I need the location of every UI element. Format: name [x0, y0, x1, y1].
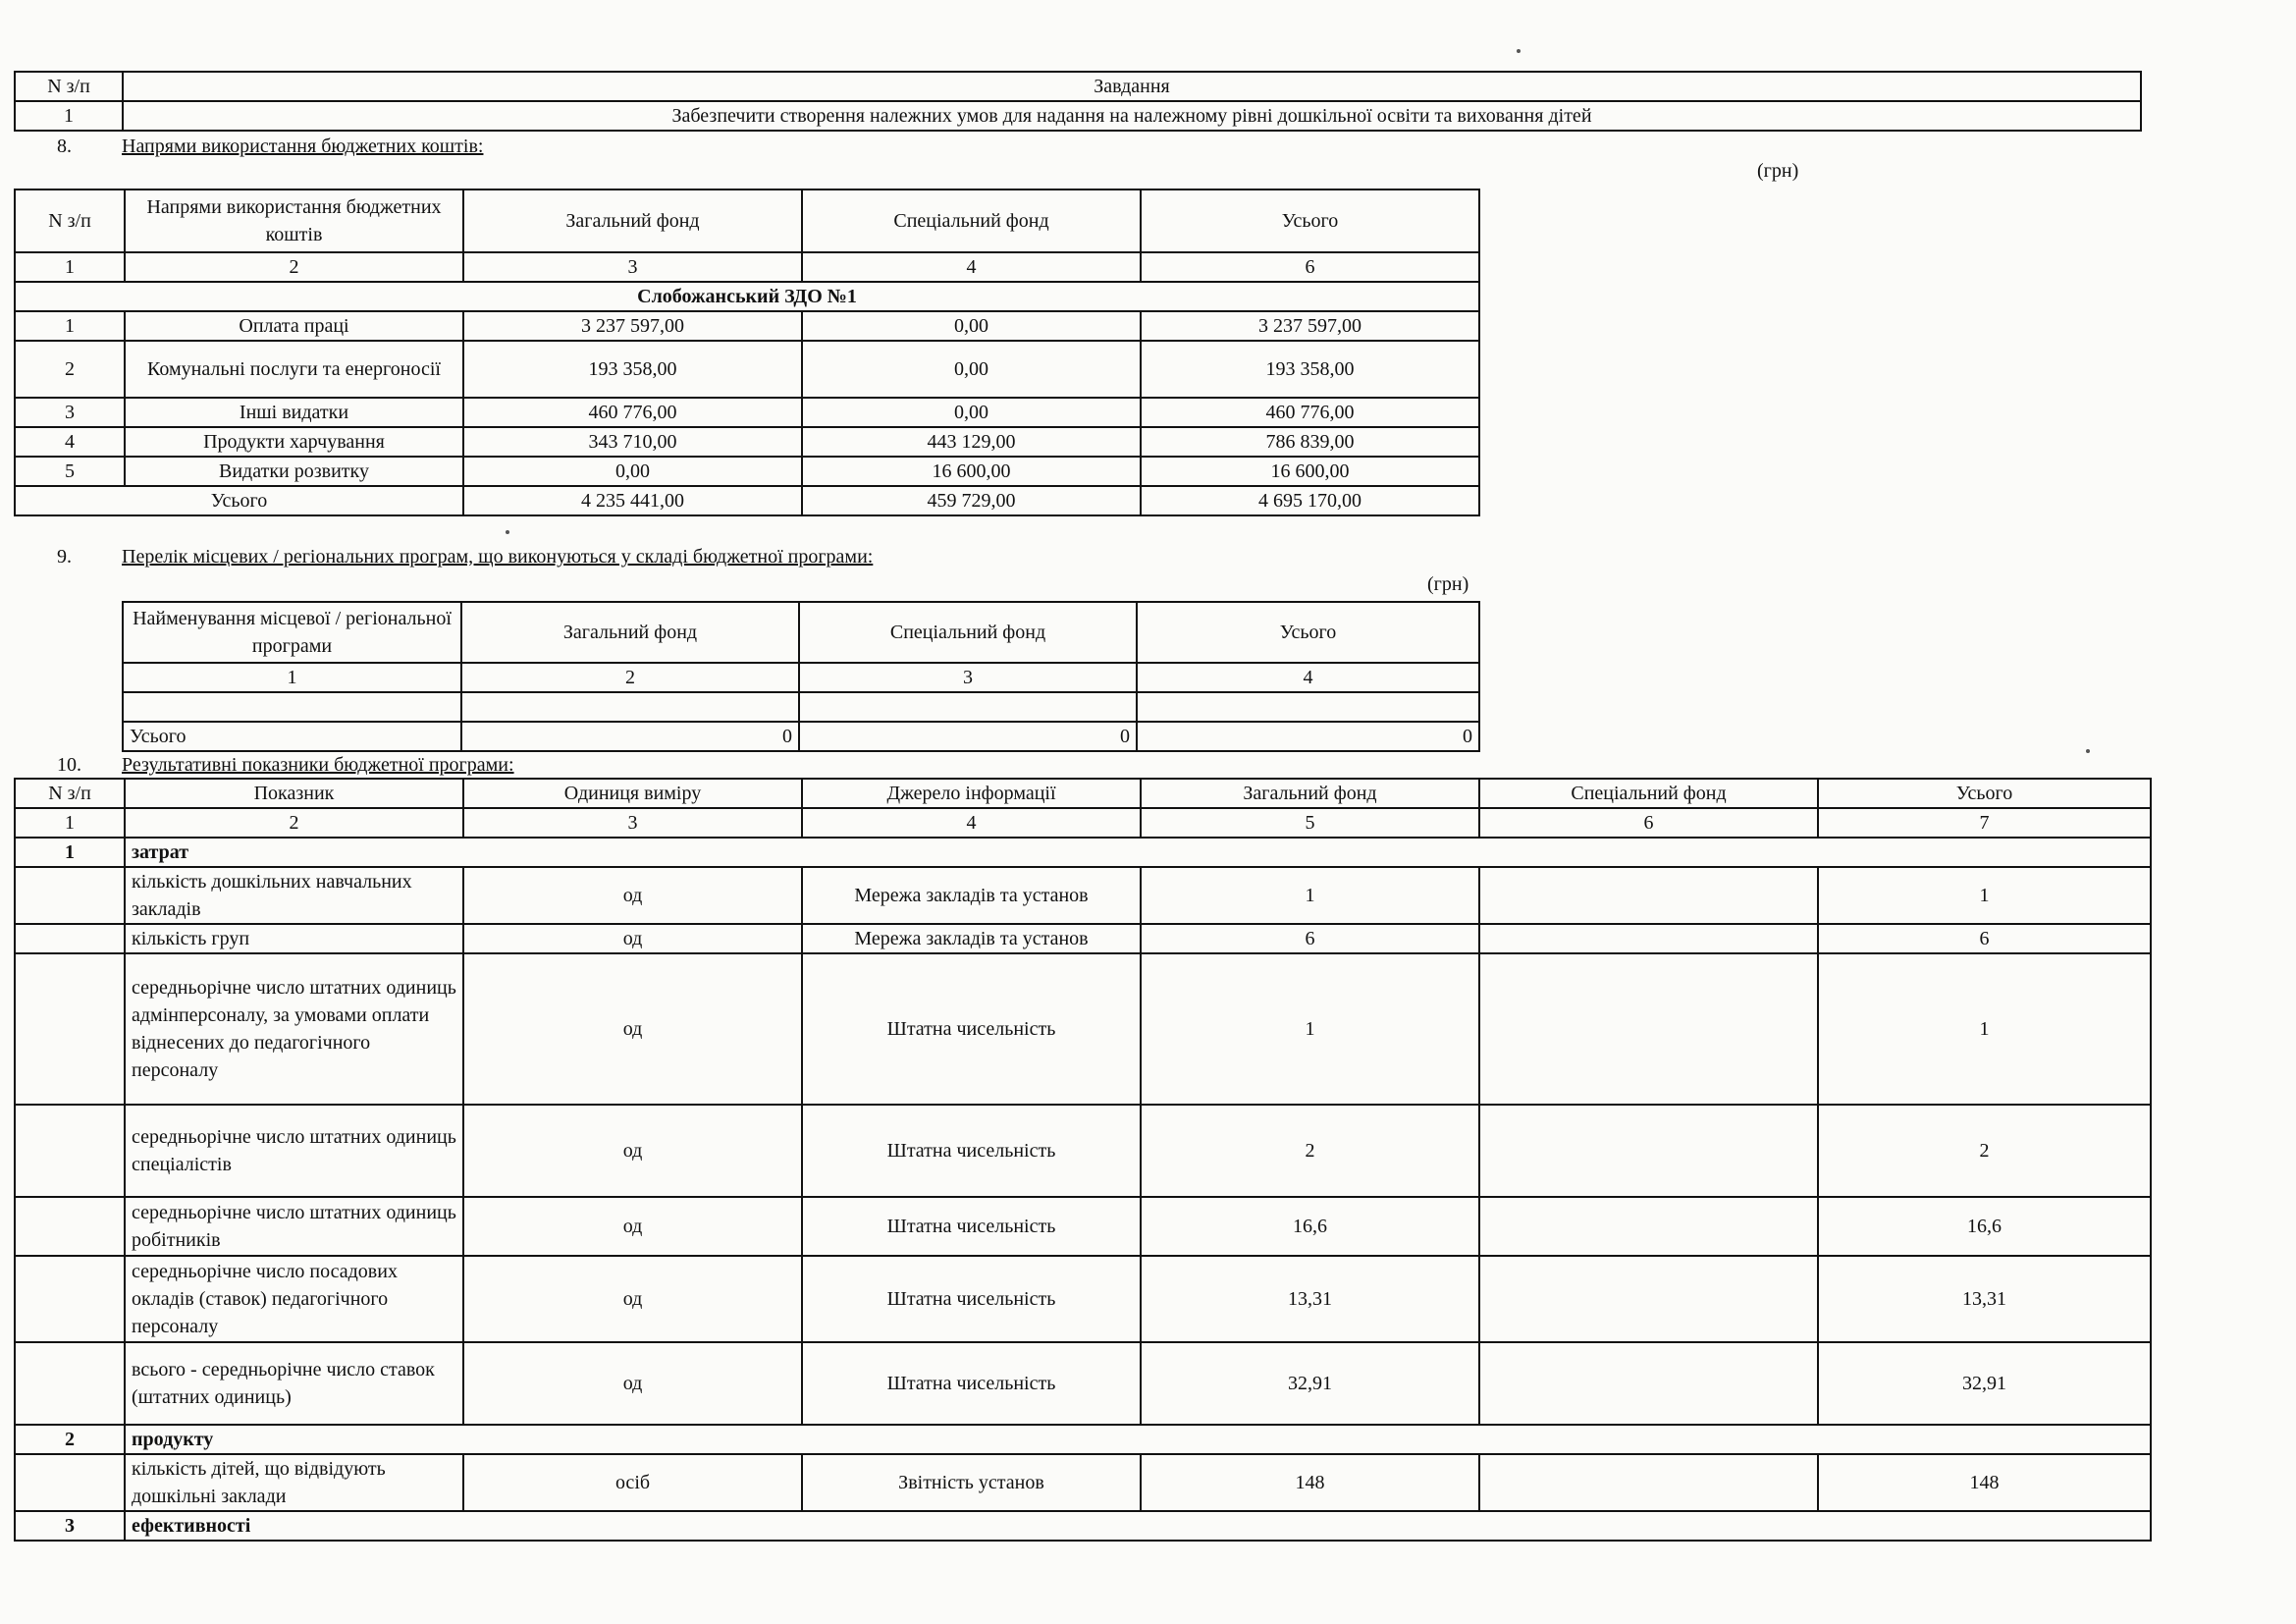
- section-10-heading: 10. Результативні показники бюджетної програми:: [57, 754, 514, 776]
- table-cell: 443 129,00: [802, 427, 1141, 457]
- table-cell: 16 600,00: [802, 457, 1141, 486]
- task-header-num: N з/п: [15, 72, 123, 101]
- indicator-total: 6: [1818, 924, 2151, 953]
- section-9-unit: (грн): [1427, 573, 1469, 595]
- institution-group: Слобожанський ЗДО №1: [15, 282, 1479, 311]
- indicator-name: всього - середньорічне число ставок (штатних одиниць): [125, 1342, 463, 1425]
- indicator-special: [1479, 1256, 1818, 1342]
- col-header: N з/п: [15, 779, 125, 808]
- table-cell: 0,00: [802, 311, 1141, 341]
- col-number: 1: [15, 808, 125, 838]
- group-label: ефективності: [125, 1511, 2151, 1541]
- table-cell: 460 776,00: [1141, 398, 1479, 427]
- indicator-total: 2: [1818, 1105, 2151, 1197]
- scan-speck: [2086, 749, 2090, 753]
- indicator-source: Мережа закладів та установ: [802, 867, 1141, 924]
- indicator-source: Звітність установ: [802, 1454, 1141, 1511]
- col-header: Напрями використання бюджетних коштів: [125, 189, 463, 252]
- table-cell: 3: [15, 398, 125, 427]
- task-row-num: 1: [15, 101, 123, 131]
- empty-cell: [15, 867, 125, 924]
- group-number: 2: [15, 1425, 125, 1454]
- indicator-name: середньорічне число штатних одиниць спеціалістів: [125, 1105, 463, 1197]
- table-cell: Оплата праці: [125, 311, 463, 341]
- task-header-title: Завдання: [123, 72, 2141, 101]
- table-cell: 460 776,00: [463, 398, 802, 427]
- group-number: 1: [15, 838, 125, 867]
- table-cell: Інші видатки: [125, 398, 463, 427]
- indicator-source: Мережа закладів та установ: [802, 924, 1141, 953]
- col-header: Спеціальний фонд: [799, 602, 1137, 663]
- empty-cell: [15, 1256, 125, 1342]
- col-number: 2: [461, 663, 799, 692]
- empty-cell: [15, 924, 125, 953]
- indicator-source: Штатна чисельність: [802, 1105, 1141, 1197]
- table-cell: 193 358,00: [463, 341, 802, 398]
- indicator-unit: од: [463, 1256, 802, 1342]
- table-cell: 2: [15, 341, 125, 398]
- total-cell: 4 695 170,00: [1141, 486, 1479, 515]
- col-number: 7: [1818, 808, 2151, 838]
- col-header: N з/п: [15, 189, 125, 252]
- indicator-name: середньорічне число штатних одиниць робітників: [125, 1197, 463, 1256]
- indicator-unit: осіб: [463, 1454, 802, 1511]
- section-8-unit: (грн): [1757, 160, 1799, 182]
- indicator-unit: од: [463, 924, 802, 953]
- empty-cell: [15, 1342, 125, 1425]
- table-cell: 3 237 597,00: [463, 311, 802, 341]
- col-header: Показник: [125, 779, 463, 808]
- total-label: Усього: [15, 486, 463, 515]
- col-number: 4: [1137, 663, 1479, 692]
- col-header: Загальний фонд: [461, 602, 799, 663]
- indicator-total: 1: [1818, 867, 2151, 924]
- indicator-general: 32,91: [1141, 1342, 1479, 1425]
- table-cell: 0,00: [463, 457, 802, 486]
- indicator-name: середньорічне число посадових окладів (ставок) педагогічного персоналу: [125, 1256, 463, 1342]
- empty-cell: [799, 692, 1137, 722]
- col-header: Спеціальний фонд: [802, 189, 1141, 252]
- table-cell: Продукти харчування: [125, 427, 463, 457]
- total-cell: 0: [461, 722, 799, 751]
- budget-directions-table: [14, 189, 1480, 516]
- total-cell: 0: [1137, 722, 1479, 751]
- indicator-special: [1479, 1105, 1818, 1197]
- empty-cell: [123, 692, 461, 722]
- col-header: Одиниця виміру: [463, 779, 802, 808]
- table-cell: 3 237 597,00: [1141, 311, 1479, 341]
- col-number: 6: [1141, 252, 1479, 282]
- indicator-name: кількість дітей, що відвідують дошкільні заклади: [125, 1454, 463, 1511]
- task-row-text: Забезпечити створення належних умов для надання на належному рівні дошкільної освіти та виховання дітей: [123, 101, 2141, 131]
- col-header: Найменування місцевої / регіональної програми: [123, 602, 461, 663]
- section-8-heading: 8. Напрями використання бюджетних коштів:: [57, 135, 484, 157]
- indicator-source: Штатна чисельність: [802, 1256, 1141, 1342]
- indicator-source: Штатна чисельність: [802, 953, 1141, 1105]
- indicator-unit: од: [463, 1197, 802, 1256]
- indicator-total: 32,91: [1818, 1342, 2151, 1425]
- table-cell: 16 600,00: [1141, 457, 1479, 486]
- total-cell: 0: [799, 722, 1137, 751]
- indicator-source: Штатна чисельність: [802, 1197, 1141, 1256]
- group-number: 3: [15, 1511, 125, 1541]
- indicator-name: кількість дошкільних навчальних закладів: [125, 867, 463, 924]
- indicator-unit: од: [463, 1105, 802, 1197]
- indicator-general: 13,31: [1141, 1256, 1479, 1342]
- col-number: 1: [15, 252, 125, 282]
- performance-indicators-table: [14, 778, 2152, 1542]
- indicator-general: 16,6: [1141, 1197, 1479, 1256]
- total-cell: 459 729,00: [802, 486, 1141, 515]
- col-number: 3: [799, 663, 1137, 692]
- indicator-unit: од: [463, 1342, 802, 1425]
- indicator-general: 148: [1141, 1454, 1479, 1511]
- indicator-special: [1479, 1342, 1818, 1425]
- col-header: Усього: [1141, 189, 1479, 252]
- indicator-name: середньорічне число штатних одиниць адмінперсоналу, за умовами оплати віднесених до педагогічного персоналу: [125, 953, 463, 1105]
- indicator-special: [1479, 953, 1818, 1105]
- col-header: Загальний фонд: [463, 189, 802, 252]
- group-label: затрат: [125, 838, 2151, 867]
- indicator-general: 1: [1141, 953, 1479, 1105]
- table-cell: 4: [15, 427, 125, 457]
- indicator-source: Штатна чисельність: [802, 1342, 1141, 1425]
- table-cell: 1: [15, 311, 125, 341]
- table-cell: Видатки розвитку: [125, 457, 463, 486]
- scan-speck: [506, 530, 509, 534]
- indicator-total: 1: [1818, 953, 2151, 1105]
- empty-cell: [1137, 692, 1479, 722]
- indicator-total: 13,31: [1818, 1256, 2151, 1342]
- indicator-special: [1479, 924, 1818, 953]
- indicator-special: [1479, 867, 1818, 924]
- empty-cell: [15, 1454, 125, 1511]
- col-header: Спеціальний фонд: [1479, 779, 1818, 808]
- table-cell: Комунальні послуги та енергоносії: [125, 341, 463, 398]
- col-number: 3: [463, 252, 802, 282]
- section-9-heading: 9. Перелік місцевих / регіональних програм, що виконуються у складі бюджетної програми:: [57, 546, 874, 568]
- table-cell: 0,00: [802, 341, 1141, 398]
- regional-programs-table: [122, 601, 1480, 752]
- col-header: Усього: [1137, 602, 1479, 663]
- indicator-unit: од: [463, 867, 802, 924]
- col-header: Джерело інформації: [802, 779, 1141, 808]
- indicator-special: [1479, 1197, 1818, 1256]
- empty-cell: [15, 953, 125, 1105]
- empty-cell: [15, 1197, 125, 1256]
- table-cell: 5: [15, 457, 125, 486]
- col-number: 3: [463, 808, 802, 838]
- indicator-general: 1: [1141, 867, 1479, 924]
- col-number: 2: [125, 252, 463, 282]
- total-label: Усього: [123, 722, 461, 751]
- col-header: Усього: [1818, 779, 2151, 808]
- table-cell: 786 839,00: [1141, 427, 1479, 457]
- col-number: 4: [802, 808, 1141, 838]
- indicator-general: 2: [1141, 1105, 1479, 1197]
- empty-cell: [461, 692, 799, 722]
- empty-cell: [15, 1105, 125, 1197]
- indicator-name: кількість груп: [125, 924, 463, 953]
- col-number: 2: [125, 808, 463, 838]
- table-cell: 343 710,00: [463, 427, 802, 457]
- scan-speck: [1517, 49, 1521, 53]
- group-label: продукту: [125, 1425, 2151, 1454]
- col-number: 6: [1479, 808, 1818, 838]
- col-number: 4: [802, 252, 1141, 282]
- indicator-special: [1479, 1454, 1818, 1511]
- col-number: 1: [123, 663, 461, 692]
- table-cell: 193 358,00: [1141, 341, 1479, 398]
- indicator-total: 16,6: [1818, 1197, 2151, 1256]
- col-header: Загальний фонд: [1141, 779, 1479, 808]
- col-number: 5: [1141, 808, 1479, 838]
- indicator-total: 148: [1818, 1454, 2151, 1511]
- table-cell: 0,00: [802, 398, 1141, 427]
- total-cell: 4 235 441,00: [463, 486, 802, 515]
- indicator-unit: од: [463, 953, 802, 1105]
- task-table: [14, 71, 2142, 132]
- indicator-general: 6: [1141, 924, 1479, 953]
